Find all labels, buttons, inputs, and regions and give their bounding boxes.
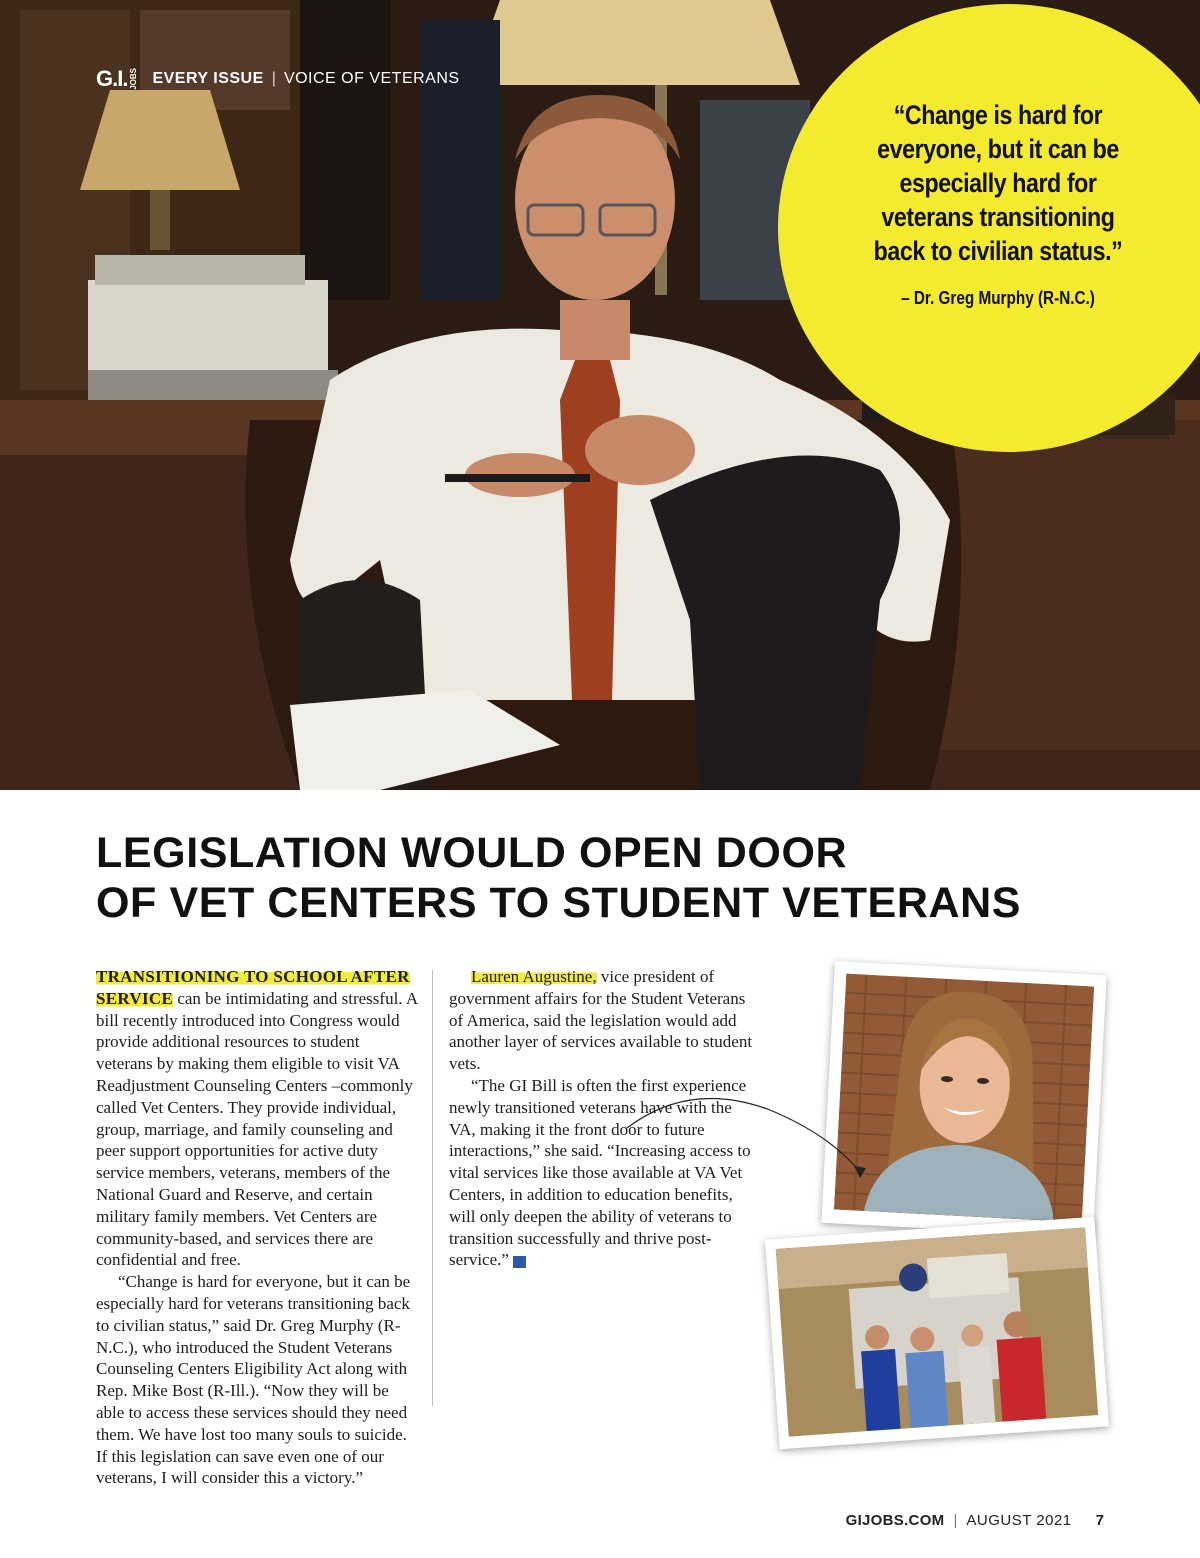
logo-subtext: JOBS bbox=[129, 68, 139, 90]
headline-line-1: LEGISLATION WOULD OPEN DOOR bbox=[96, 829, 848, 877]
pull-quote-text: “Change is hard for everyone, but it can be especially hard for veterans transitioning back to civilian status.” bbox=[873, 100, 1123, 266]
article-column-1 bbox=[96, 966, 418, 1489]
portrait-image bbox=[834, 974, 1094, 1223]
portrait-illustration bbox=[834, 974, 1094, 1223]
article-headline bbox=[96, 828, 1176, 928]
paragraph-1-text: can be intimidating and stressful. A bill recently introduced into Congress would provide additional resources to student veterans by making them eligible to visit VA Readjustment Counseling Centers –commonly called Vet Centers. They provide individual, group, marriage, and family counseling and peer support opportunities for active duty service members, veterans, members of the National Guard and Reserve, and certain military family members. Vet Centers are community-based, and services there are confidential and free. bbox=[96, 988, 418, 1270]
paragraph-4-text: “The GI Bill is often the first experience newly transitioned veterans have with the VA, making it the front door to future interactions,” she said. “Increasing access to vital services like those available at VA Vet Centers, in addition to education benefits, will only deepen the ability of veterans to transition successfully and thrive post-service.” bbox=[449, 1075, 751, 1270]
article-column-2 bbox=[449, 966, 761, 1271]
highlighted-name: Lauren Augustine, bbox=[471, 967, 597, 986]
portrait-photo bbox=[821, 961, 1106, 1237]
end-mark-icon: GI bbox=[513, 1256, 526, 1268]
section-header bbox=[96, 66, 460, 92]
pull-quote-attribution: – Dr. Greg Murphy (R-N.C.) bbox=[901, 288, 1095, 308]
paragraph-3-text: vice president of government affairs for the Student Veterans of America, said the legislation would add another layer of services available to student vets. bbox=[449, 967, 753, 1074]
article-paragraph-4 bbox=[449, 1075, 761, 1271]
footer-issue-date: AUGUST 2021 bbox=[966, 1512, 1072, 1529]
page-number: 7 bbox=[1095, 1512, 1104, 1529]
article-paragraph-3 bbox=[449, 966, 761, 1075]
footer-site: GIJOBS.COM bbox=[845, 1512, 945, 1529]
column-divider bbox=[432, 970, 433, 1406]
section-sublabel: VOICE OF VETERANS bbox=[283, 70, 460, 87]
group-illustration bbox=[776, 1227, 1098, 1436]
headline-line-2: OF VET CENTERS TO STUDENT VETERANS bbox=[96, 879, 1022, 927]
section-label: EVERY ISSUE bbox=[152, 70, 264, 87]
page-footer bbox=[846, 1512, 1104, 1529]
article-paragraph-2: “Change is hard for everyone, but it can be especially hard for veterans transitioning back to civilian status,” said Dr. Greg Murphy (R-N.C.), who introduced the Student Veterans Counseling Centers Eligibility Act along with Rep. Mike Bost (R-Ill.). “Now they will be able to access these services should they need them. We have lost too many souls to suicide. If this legislation can save even one of our veterans, I will consider this a victory.” bbox=[96, 1272, 411, 1488]
group-image bbox=[776, 1227, 1098, 1436]
header-divider: | bbox=[271, 70, 276, 87]
vet-center-group-photo bbox=[765, 1217, 1109, 1450]
gi-jobs-logo bbox=[96, 66, 138, 92]
article-lead-in: TRANSITIONING TO SCHOOL AFTER SERVICE bbox=[96, 967, 410, 1008]
footer-divider: | bbox=[953, 1512, 958, 1529]
article-paragraph-1 bbox=[96, 966, 418, 1271]
logo-text: G.I. bbox=[96, 66, 128, 91]
